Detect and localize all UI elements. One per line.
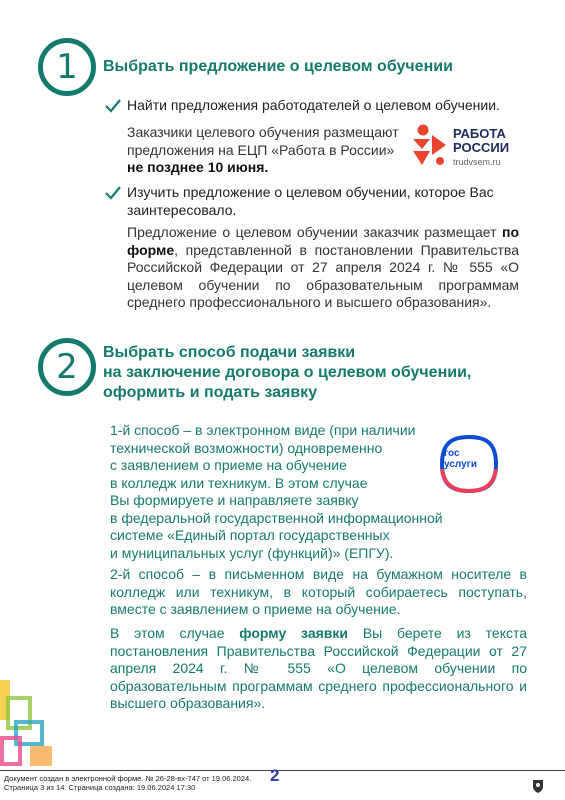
p2-after: , представленной в постановлении Правительства Российской Федерации от 27 апреля 2024 г. № 555 «О целевом обучении по образовательным программам среднего профессионального и высшего образования». bbox=[127, 241, 519, 310]
p1-deadline: не позднее 10 июня. bbox=[127, 159, 269, 175]
p2-before: Предложение о целевом обучении заказчик размещает bbox=[127, 224, 497, 240]
way1-paragraph bbox=[110, 422, 460, 562]
rabota-logo-icon bbox=[410, 121, 450, 167]
p3-before: В этом случае bbox=[110, 625, 225, 641]
way1-line: в колледж или техникум. В этом случае bbox=[110, 474, 368, 491]
step-number-2-text: 2 bbox=[56, 347, 78, 387]
footer-line1: Документ создан в электронной форме. № 26-28-вх-747 от 19.06.2024. bbox=[4, 774, 252, 783]
p1-line2: предложения на ЕЦП «Работа в России» bbox=[127, 141, 395, 158]
check-item-2: Изучить предложение о целевом обучении, которое Вас заинтересовало. bbox=[127, 184, 494, 218]
section2-title bbox=[103, 343, 523, 403]
footer-divider bbox=[0, 770, 565, 771]
page-number: 2 bbox=[270, 766, 280, 785]
way1-line: в федеральной государственной информационной bbox=[110, 509, 443, 526]
section2-title-line1: Выбрать способ подачи заявки bbox=[103, 344, 356, 361]
rabota-v-rossii-logo bbox=[410, 121, 520, 171]
way1-line: и муниципальных услуг (функций)» (ЕПГУ). bbox=[110, 544, 394, 561]
section2-title-line3: оформить и подать заявку bbox=[103, 384, 318, 401]
way1-line: системе «Единый портал государственных bbox=[110, 527, 390, 543]
gosuslugi-logo-text bbox=[444, 448, 477, 470]
coat-of-arms-icon bbox=[531, 778, 545, 794]
section1-title: Выбрать предложение о целевом обучении bbox=[103, 58, 453, 75]
way1-line: 1-й способ – в электронном виде (при наличии bbox=[110, 422, 416, 438]
step-number-2 bbox=[38, 338, 96, 396]
rabota-logo-line2: РОССИИ bbox=[453, 140, 510, 155]
gos-logo-line1: гос bbox=[444, 448, 460, 459]
p3-bold: форму заявки bbox=[239, 625, 348, 641]
checkmark-icon bbox=[104, 185, 122, 201]
rabota-logo-line1: РАБОТА bbox=[453, 126, 506, 141]
checkmark-icon bbox=[104, 98, 122, 114]
section1-paragraph2 bbox=[127, 224, 519, 312]
p1-line1: Заказчики целевого обучения размещают bbox=[127, 124, 399, 140]
section2-title-line2: на заключение договора о целевом обучении, bbox=[103, 364, 472, 381]
way1-line: с заявлением о приеме на обучение bbox=[110, 457, 347, 473]
check-item-1: Найти предложения работодателей о целевом обучении. bbox=[127, 97, 500, 113]
step-number-1 bbox=[38, 38, 96, 96]
decorative-shapes bbox=[0, 680, 60, 770]
footer-line2: Страница 3 из 14. Страница создана: 19.06.2024 17:30 bbox=[4, 783, 196, 792]
gos-logo-line2: услуги bbox=[444, 459, 477, 470]
p3-after: Вы берете из текста постановления Правительства Российской Федерации от 27 апреля 2024 г. № 555 «О целевом обучении по образовательным программам среднего профессионального и высшего образования». bbox=[110, 625, 528, 711]
way2-paragraph: 2-й способ – в письменном виде на бумажном носителе в колледж или техникум, в который собираетесь поступать, вместе с заявлением о приеме на обучение. bbox=[110, 566, 527, 617]
step-number-1-text: 1 bbox=[56, 47, 78, 87]
rabota-logo-domain: trudvsem.ru bbox=[453, 157, 501, 167]
section1-paragraph1 bbox=[127, 124, 417, 177]
section2-paragraph3 bbox=[110, 625, 527, 713]
way1-line: технической возможности) одновременно bbox=[110, 439, 383, 456]
way1-line: Вы формируете и направляете заявку bbox=[110, 492, 359, 508]
p2-bold: по форме bbox=[127, 224, 520, 258]
